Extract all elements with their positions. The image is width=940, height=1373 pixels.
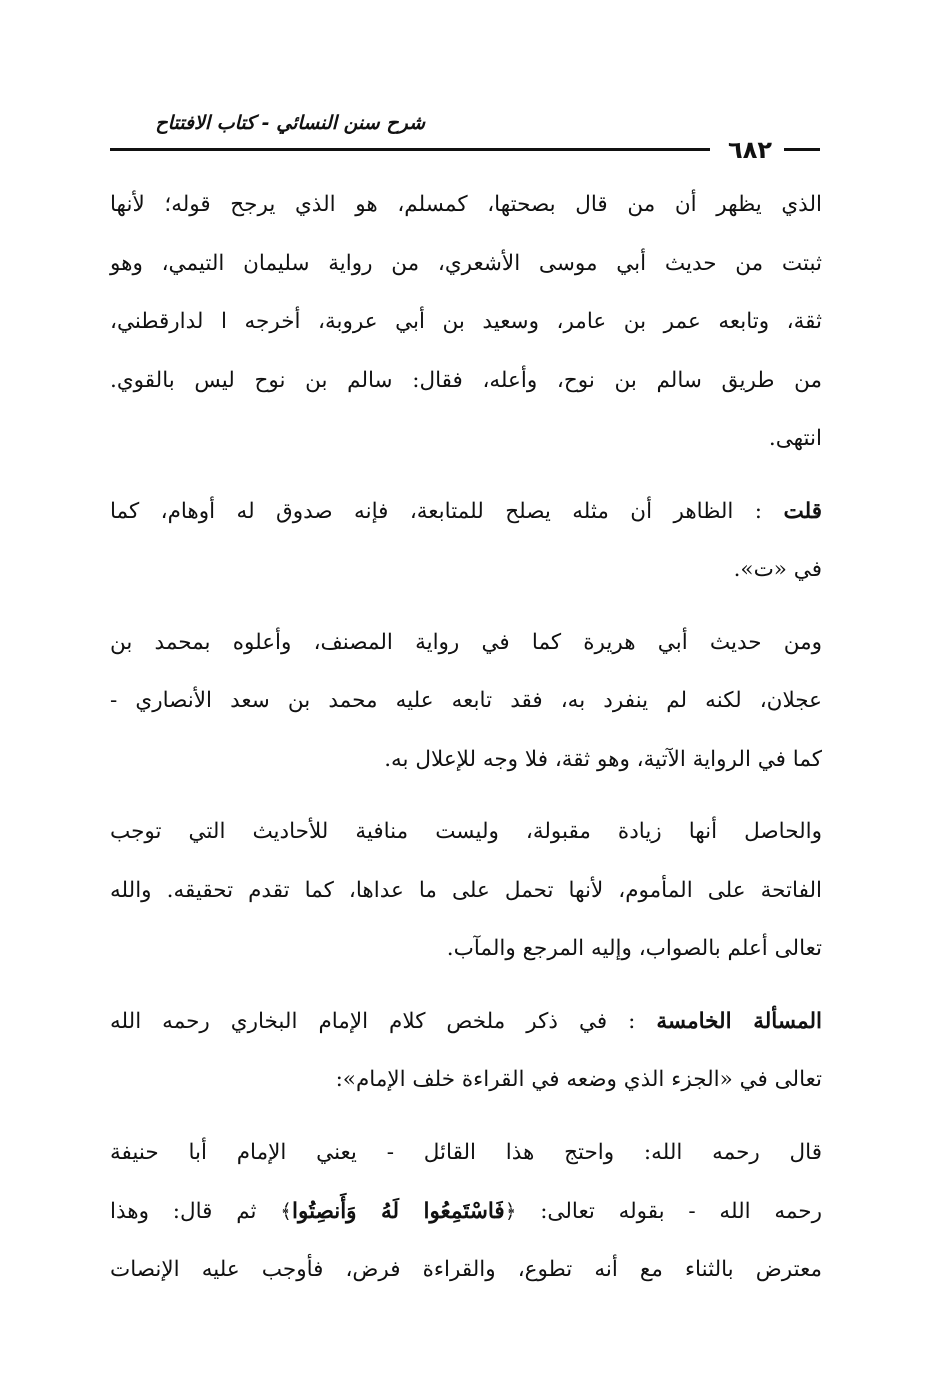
ornate-bracket-open: ﴿ <box>504 1199 517 1223</box>
lead-word: قلت <box>783 498 822 524</box>
text-span: ثم قال: وهذا <box>110 1199 257 1224</box>
text-line <box>110 483 822 542</box>
page-number-dash <box>784 148 820 151</box>
text-line <box>110 993 822 1052</box>
text-line: في «ت». <box>733 557 822 582</box>
text-line: كما في الرواية الآتية، وهو ثقة، فلا وجه للإعلال به. <box>384 746 822 772</box>
header-rule <box>110 148 710 151</box>
text-line: معترض بالثناء مع أنه تطوع، والقراءة فرض، فأوجب عليه الإنصات <box>110 1256 822 1282</box>
text-line: ثبتت من حديث أبي موسى الأشعري، من رواية سليمان التيمي، وهو <box>110 250 822 276</box>
text-span: : في ذكر ملخص كلام الإمام البخاري رحمه الله <box>110 1008 636 1034</box>
paragraph-4 <box>110 803 822 979</box>
text-line: من طريق سالم بن نوح، وأعله، فقال: سالم بن نوح ليس بالقوي. <box>110 367 822 393</box>
text-line: والحاصل أنها زيادة مقبولة، وليست منافية للأحاديث التي توجب <box>110 819 822 844</box>
ornate-bracket-close: ﴾ <box>280 1199 292 1223</box>
paragraph-6 <box>110 1124 822 1300</box>
text-line: ومن حديث أبي هريرة كما في رواية المصنف، وأعلوه بمحمد بن <box>110 629 822 655</box>
text-line: انتهى. <box>768 426 822 451</box>
quran-verse: فَاسْتَمِعُوا لَهُ وَأَنصِتُوا <box>292 1199 505 1224</box>
running-title: شرح سنن النسائي - كتاب الافتتاح <box>155 112 425 134</box>
text-line: قال رحمه الله: واحتج هذا القائل - يعني الإمام أبا حنيفة <box>110 1139 822 1165</box>
paragraph-1 <box>110 176 822 469</box>
text-line: الفاتحة على المأموم، لأنها تحمل على ما عداها، كما تقدم تحقيقه. والله <box>110 877 822 903</box>
page-header <box>110 112 820 162</box>
text-span: رحمه الله - بقوله تعالى: <box>540 1199 822 1224</box>
text-span: : الظاهر أن مثله يصلح للمتابعة، فإنه صدوق له أوهام، كما <box>110 498 763 524</box>
text-line: الذي يظهر أن من قال بصحتها، كمسلم، هو الذي يرجح قوله؛ لأنها <box>110 192 822 217</box>
text-line: تعالى في «الجزء الذي وضعه في القراءة خلف الإمام»: <box>335 1067 822 1092</box>
paragraph-3 <box>110 614 822 790</box>
paragraph-5 <box>110 993 822 1110</box>
body-text <box>110 176 822 1299</box>
section-heading: المسألة الخامسة <box>656 1008 822 1034</box>
page-number: ٦٨٢ <box>728 136 772 164</box>
text-line <box>110 1182 822 1241</box>
paragraph-2 <box>110 483 822 600</box>
text-line: عجلان، لكنه لم ينفرد به، فقد تابعه عليه محمد بن سعد الأنصاري - <box>110 688 822 713</box>
text-line: تعالى أعلم بالصواب، وإليه المرجع والمآب. <box>446 936 822 961</box>
text-line: ثقة، وتابعه عمر بن عامر، وسعيد بن أبي عروبة، أخرجه ا لدارقطني، <box>110 309 822 334</box>
